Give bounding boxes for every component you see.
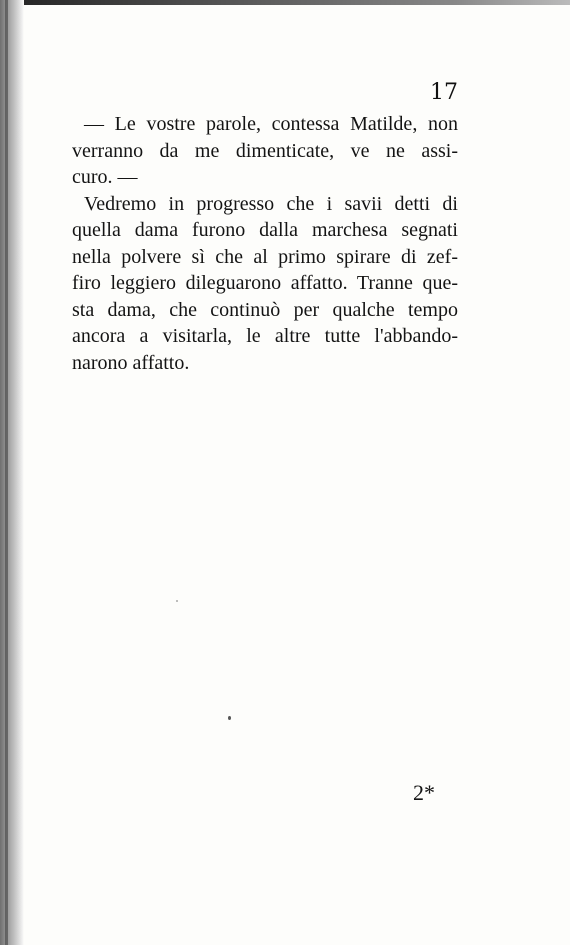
text-line: sta dama, che continuò per qualche tempo (72, 298, 458, 321)
text-line: curo. — (72, 166, 138, 188)
paper-speck (228, 716, 231, 720)
paragraph-1 (72, 111, 458, 191)
paragraph-2 (72, 191, 458, 377)
text-line: — Le vostre parole, contessa Matilde, non (84, 113, 458, 135)
page-number: 17 (430, 80, 458, 105)
body-text (72, 111, 458, 376)
text-line: quella dama furono dalla marchesa segnati (72, 219, 458, 241)
text-line: verranno da me dimenticate, ve ne assi- (72, 139, 458, 162)
page-top-edge (0, 0, 570, 5)
text-line: nella polvere sì che al primo spirare di zef- (72, 245, 458, 268)
book-spine-line (5, 0, 8, 945)
text-line: Vedremo in progresso che i savii detti di (84, 192, 458, 215)
text-line: ancora a visitarla, le altre tutte l'abbando- (72, 325, 458, 347)
book-spine-shadow (0, 0, 24, 945)
text-line: firo leggiero dileguarono affatto. Tranne que- (72, 272, 458, 294)
paper-speck (176, 600, 178, 602)
signature-mark: 2* (413, 780, 435, 805)
text-line: narono affatto. (72, 351, 190, 374)
